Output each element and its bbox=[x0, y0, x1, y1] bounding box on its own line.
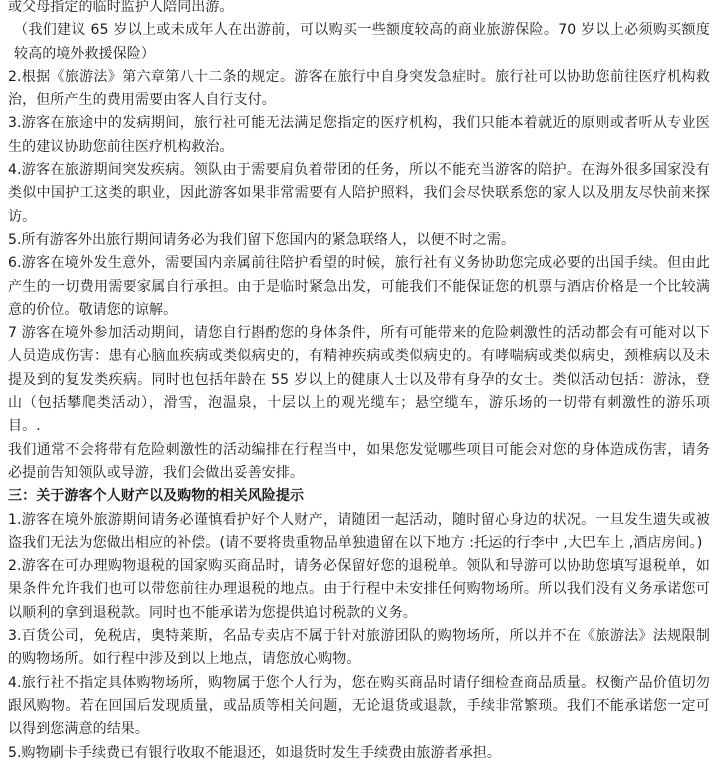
paragraph-property-5-card-fee: 5.购物刷卡手续费已有银行收取不能退还，如退货时发生手续费由旅游者承担。 bbox=[8, 744, 501, 761]
paragraph-property-1: 1.游客在境外旅游期间请务必谨慎看护好个人财产，请随团一起活动，随时留心身边的状况。一旦发生遗失或被盗我们无法为您做出相应的补偿。(请不要将贵重物品单独遗留在以下地方 :托运的行李中 ,大巴车上 ,酒店房间。) bbox=[8, 511, 710, 551]
paragraph-item-6-accident: 6.游客在境外发生意外，需要国内亲属前往陪护看望的时候，旅行社有义务协助您完成必要的出国手续。但由此产生的一切费用需要家属自行承担。由于是临时紧急出发，可能我们不能保证您的机票与酒店价格是一个比较满意的价位。敬请您的谅解。 bbox=[8, 255, 710, 318]
paragraph-item-4-illness: 4.游客在旅游期间突发疾病。领队由于需要肩负着带团的任务，所以不能充当游客的陪护。在海外很多国家没有类似中国护工这类的职业，因此游客如果非常需要有人陪护照料，我们会尽快联系您的家人以及朋友尽快前来探访。 bbox=[8, 162, 710, 225]
section-heading-property-shopping: 三：关于游客个人财产以及购物的相关风险提示 bbox=[8, 488, 305, 505]
paragraph-property-3-stores: 3.百货公司，免税店，奥特莱斯，名品专卖店不属于针对旅游团队的购物场所，所以并不在《旅游法》法规限制的购物场所。如行程中涉及到以上地点，请您放心购物。 bbox=[8, 628, 710, 668]
paragraph-item-3-medical: 3.游客在旅途中的发病期间，旅行社可能无法满足您指定的医疗机构，我们只能本着就近的原则或者听从专业医生的建议协助您前往医疗机构救治。 bbox=[8, 115, 710, 155]
paragraph-property-4-shopping: 4.旅行社不指定具体购物场所，购物属于您个人行为，您在购买商品时请仔细检查商品质量。权衡产品价值切勿跟风购物。若在回国后发现质量，或品质等相关问题，无论退货或退款，手续非常繁琐。我们不能承诺您一定可以得到您满意的结果。 bbox=[8, 674, 710, 738]
paragraph-item-2-emergency: 2.根据《旅游法》第六章第八十二条的规定。游客在旅行中自身突发急症时。旅行社可以协助您前往医疗机构救治，但所产生的费用需要由客人自行支付。 bbox=[8, 68, 710, 109]
document-body bbox=[8, 0, 710, 765]
paragraph-property-2-tax-refund: 2.游客在可办理购物退税的国家购买商品时，请务必保留好您的退税单。领队和导游可以协助您填写退税单，如果条件允许我们也可以带您前往办理退税的地点。由于行程中未安排任何购物场所。所以我们没有义务承诺您可以顺利的拿到退税款。同时也不能承诺为您提供追讨税款的义务。 bbox=[8, 558, 710, 621]
paragraph-insurance-advice: （我们建议 65 岁以上或未成年人在出游前，可以购买一些额度较高的商业旅游保险。70 岁以上必须购买额度较高的境外救援保险） bbox=[14, 22, 710, 62]
paragraph-risk-activities-note: 我们通常不会将带有危险刺激性的活动编排在行程当中，如果您发觉哪些项目可能会对您的身体造成伤害，请务必提前告知领队或导游，我们会做出妥善安排。 bbox=[8, 441, 710, 481]
paragraph-guardian: 或父母指定的临时监护人陪同出游。 bbox=[8, 0, 234, 15]
paragraph-item-5-contact: 5.所有游客外出旅行期间请务必为我们留下您国内的紧急联络人，以便不时之需。 bbox=[8, 231, 516, 248]
paragraph-item-7-activities: 7 游客在境外参加活动期间，请您自行斟酌您的身体条件，所有可能带来的危险刺激性的活动都会有可能对以下人员造成伤害：患有心脑血疾病或类似病史的，有精神疾病或类似病史的。有哮喘病或类似病史，颈椎病以及未提及到的复发类疾病。同时也包括年龄在 55 岁以上的健康人士以及带有身孕的女士。类似活动包括：游泳，登山（包括攀爬类活动），滑雪，泡温泉，十层以上的观光缆车；悬空缆车，游乐场的一切带有刺激性的游乐项目。. bbox=[8, 325, 710, 435]
